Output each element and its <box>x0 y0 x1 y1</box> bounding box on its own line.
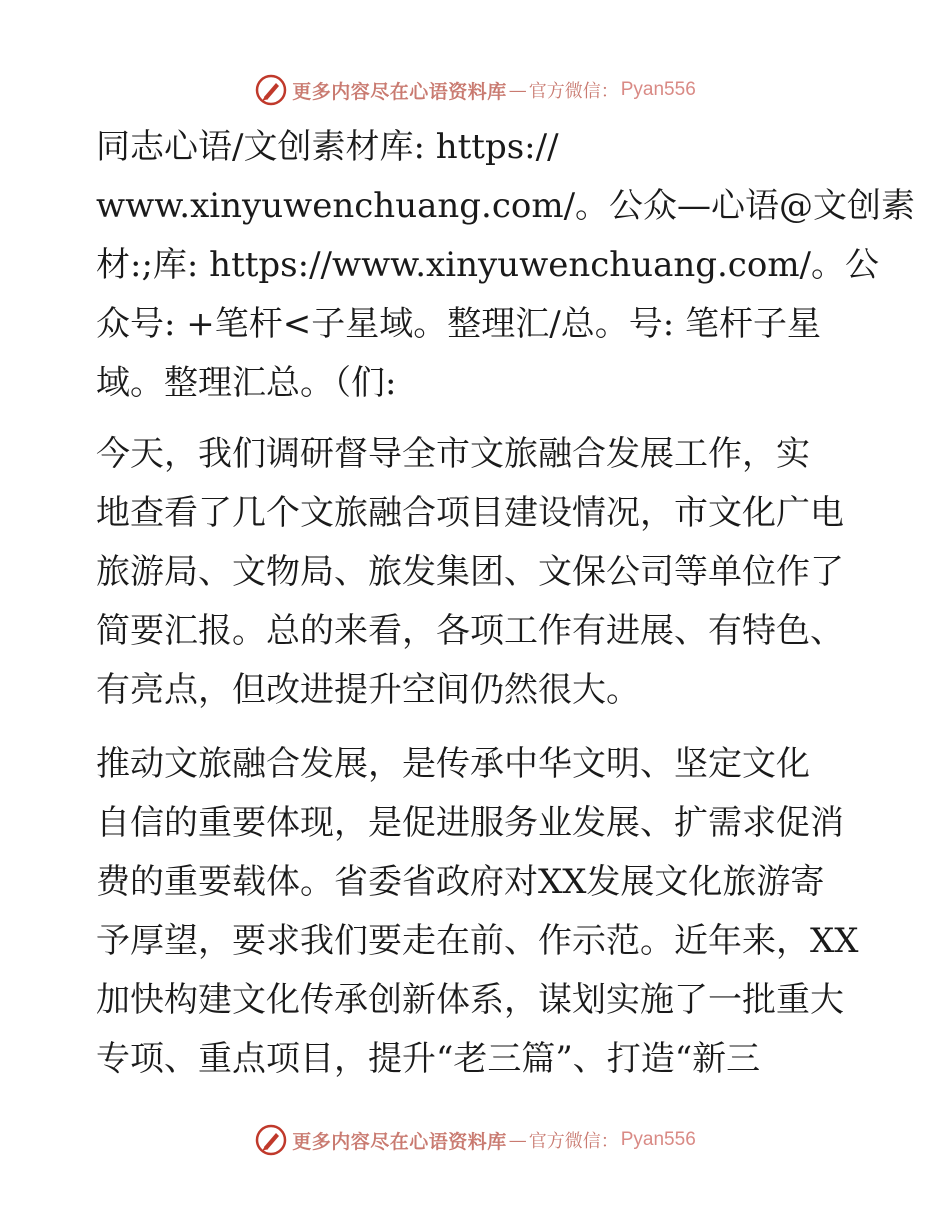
text-line: 专项、重点项目，提升“老三篇”、打造“新三 <box>96 1039 761 1079</box>
text-line: 自信的重要体现，是促进服务业发展、扩需求促消 <box>96 803 844 843</box>
text-line: 今天，我们调研督导全市文旅融合发展工作，实 <box>96 434 810 474</box>
watermark-official-label: 官方微信： <box>528 81 619 102</box>
text-line: 推动文旅融合发展，是传承中华文明、坚定文化 <box>96 744 810 784</box>
pen-nib-circle-icon <box>254 1123 288 1157</box>
watermark-footer <box>0 1120 950 1160</box>
text-line: 加快构建文化传承创新体系，谋划实施了一批重大 <box>96 980 844 1020</box>
text-line: 材:;库: https://www.xinyuwenchuang.com/。公 <box>96 245 880 285</box>
watermark-header <box>0 70 950 110</box>
watermark-official-label: 官方微信： <box>528 1131 619 1152</box>
paragraph-intro <box>96 425 856 720</box>
watermark-main-text: 更多内容尽在心语资料库 <box>292 80 507 103</box>
text-line: 费的重要载体。省委省政府对XX发展文化旅游寄 <box>96 862 825 902</box>
watermark-main-text: 更多内容尽在心语资料库 <box>292 1130 507 1153</box>
paragraph-body <box>96 735 859 1089</box>
text-line: 予厚望，要求我们要走在前、作示范。近年来，XX <box>96 921 859 961</box>
pen-nib-circle-icon <box>254 73 288 107</box>
text-line: 域。整理汇总。（们: <box>96 363 397 403</box>
paragraph-source-note <box>96 118 916 413</box>
watermark-wechat-id: Pyan556 <box>620 79 696 100</box>
text-line: 有亮点，但改进提升空间仍然很大。 <box>96 670 640 710</box>
text-line: 简要汇报。总的来看，各项工作有进展、有特色、 <box>96 611 844 651</box>
watermark-dash: — <box>508 79 527 101</box>
text-line: www.xinyuwenchuang.com/。公众—心语@文创素 <box>96 186 916 226</box>
watermark-wechat-id: Pyan556 <box>620 1129 696 1150</box>
text-line: 同志心语/文创素材库: https:// <box>96 127 559 167</box>
text-line: 地查看了几个文旅融合项目建设情况，市文化广电 <box>96 493 844 533</box>
watermark-dash: — <box>508 1129 527 1151</box>
text-line: 众号: +笔杆<子星域。整理汇/总。号: 笔杆子星 <box>96 304 821 344</box>
text-line: 旅游局、文物局、旅发集团、文保公司等单位作了 <box>96 552 844 592</box>
